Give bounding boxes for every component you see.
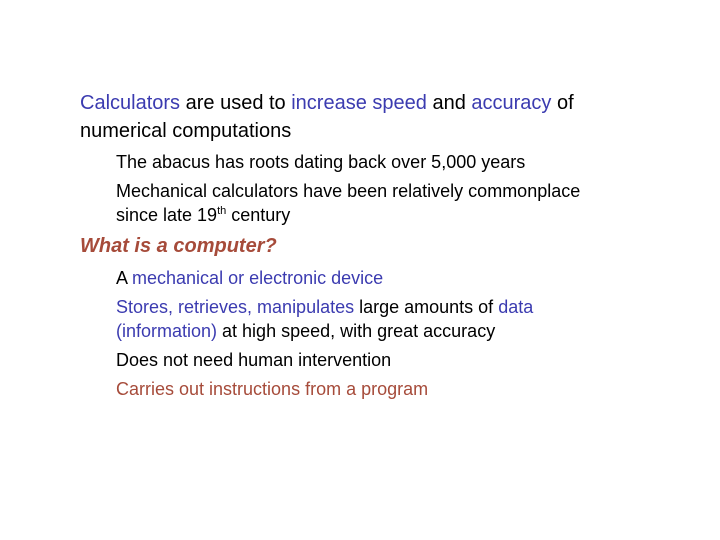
mechanical-pre: since late 19 bbox=[116, 205, 218, 225]
bullet-stores-line-2 bbox=[116, 319, 495, 343]
bullet-abacus: The abacus has roots dating back over 5,000 years bbox=[116, 152, 526, 172]
stores-data: data bbox=[498, 297, 534, 317]
device-pre: A bbox=[116, 268, 133, 288]
intro-line-2: numerical computations bbox=[80, 120, 292, 142]
intro-text-c: of bbox=[551, 92, 574, 114]
intro-text-b: and bbox=[426, 92, 472, 114]
intro-text-a: are used to bbox=[180, 92, 292, 114]
bullet-instructions: Carries out instructions from a program bbox=[116, 379, 429, 399]
bullet-stores-line-1 bbox=[116, 295, 533, 319]
mechanical-post: century bbox=[226, 205, 291, 225]
section-heading: What is a computer? bbox=[80, 235, 277, 257]
mechanical-superscript: th bbox=[217, 205, 227, 217]
intro-calculators: Calculators bbox=[80, 92, 181, 114]
bullet-intervention: Does not need human intervention bbox=[116, 350, 392, 370]
stores-rest: at high speed, with great accuracy bbox=[217, 321, 496, 341]
stores-information: (information) bbox=[116, 321, 218, 341]
intro-line-1 bbox=[80, 90, 574, 116]
bullet-mechanical-line-1: Mechanical calculators have been relatively commonplace bbox=[116, 181, 581, 201]
intro-accuracy: accuracy bbox=[471, 92, 552, 114]
stores-highlight: Stores, retrieves, manipulates bbox=[116, 297, 355, 317]
intro-increase-speed: increase speed bbox=[291, 92, 427, 114]
device-highlight: mechanical or electronic device bbox=[132, 268, 384, 288]
bullet-device bbox=[116, 266, 383, 290]
bullet-mechanical-line-2 bbox=[116, 203, 290, 227]
stores-mid: large amounts of bbox=[354, 297, 499, 317]
